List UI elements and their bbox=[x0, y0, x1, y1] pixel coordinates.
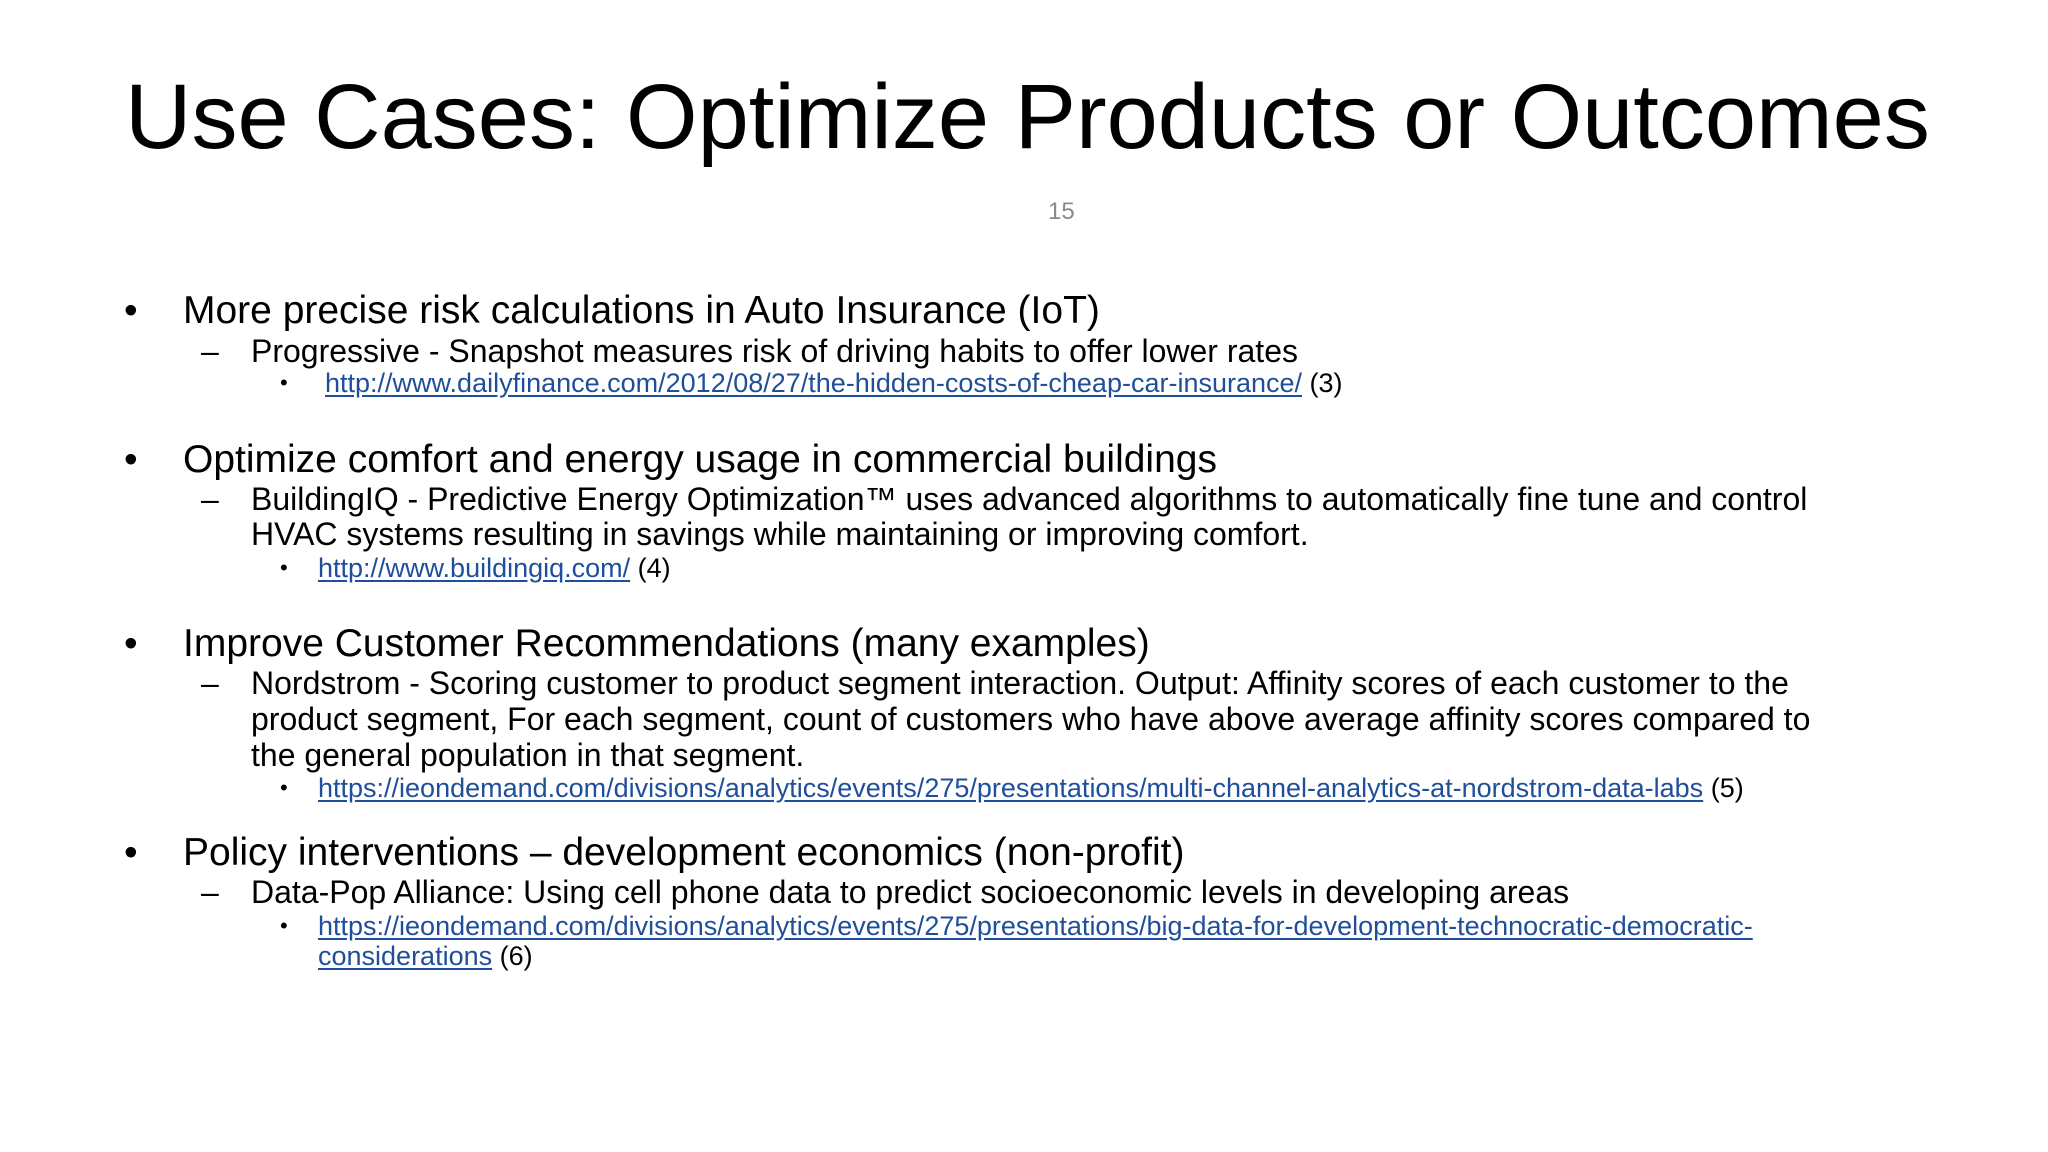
sub-point-buildingiq-line-2: HVAC systems resulting in savings while maintaining or improving comfort. bbox=[251, 516, 1309, 552]
reference-number: (4) bbox=[637, 553, 671, 583]
link-big-data-development-part-1[interactable]: https://ieondemand.com/divisions/analytics/events/275/presentations/big-data-for-development-technocratic-democratic- bbox=[318, 911, 1753, 941]
link-big-data-development-part-2[interactable]: considerations bbox=[318, 941, 493, 971]
reference-number: (6) bbox=[499, 941, 533, 971]
reference-line-5 bbox=[318, 772, 1744, 804]
sub-bullet-marker: • bbox=[280, 775, 288, 800]
section-heading-auto-insurance: More precise risk calculations in Auto Insurance (IoT) bbox=[183, 289, 1100, 332]
link-dailyfinance[interactable]: http://www.dailyfinance.com/2012/08/27/the-hidden-costs-of-cheap-car-insurance/ bbox=[325, 368, 1303, 398]
section-heading-commercial-buildings: Optimize comfort and energy usage in commercial buildings bbox=[183, 438, 1217, 481]
bullet-marker: • bbox=[124, 831, 138, 874]
sub-point-progressive: Progressive - Snapshot measures risk of driving habits to offer lower rates bbox=[251, 333, 1298, 369]
dash-marker: – bbox=[201, 874, 219, 910]
sub-point-nordstrom-line-1: Nordstrom - Scoring customer to product segment interaction. Output: Affinity scores of each customer to the bbox=[251, 665, 1789, 701]
sub-point-buildingiq-line-1: BuildingIQ - Predictive Energy Optimization™ uses advanced algorithms to automatically fine tune and control bbox=[251, 481, 1808, 517]
bullet-marker: • bbox=[124, 622, 138, 665]
bullet-marker: • bbox=[124, 438, 138, 481]
dash-marker: – bbox=[201, 665, 219, 701]
sub-bullet-marker: • bbox=[280, 370, 288, 395]
bullet-marker: • bbox=[124, 289, 138, 332]
sub-point-data-pop-alliance: Data-Pop Alliance: Using cell phone data to predict socioeconomic levels in developing areas bbox=[251, 874, 1570, 910]
link-buildingiq[interactable]: http://www.buildingiq.com/ bbox=[318, 553, 631, 583]
reference-line-3 bbox=[325, 367, 1343, 399]
dash-marker: – bbox=[201, 481, 219, 517]
reference-number: (3) bbox=[1309, 368, 1343, 398]
sub-point-nordstrom-line-3: the general population in that segment. bbox=[251, 737, 805, 773]
sub-point-nordstrom-line-2: product segment, For each segment, count of customers who have above average affinity scores compared to bbox=[251, 701, 1811, 737]
sub-bullet-marker: • bbox=[280, 555, 288, 580]
section-heading-customer-recommendations: Improve Customer Recommendations (many examples) bbox=[183, 622, 1150, 665]
section-heading-policy-interventions: Policy interventions – development economics (non-profit) bbox=[183, 831, 1185, 874]
link-nordstrom-presentation[interactable]: https://ieondemand.com/divisions/analytics/events/275/presentations/multi-channel-analytics-at-nordstrom-data-labs bbox=[318, 773, 1704, 803]
page-number: 15 bbox=[1048, 198, 1075, 225]
reference-line-6b bbox=[318, 940, 533, 972]
reference-line-6a bbox=[318, 910, 1753, 942]
reference-number: (5) bbox=[1710, 773, 1744, 803]
sub-bullet-marker: • bbox=[280, 913, 288, 938]
reference-line-4 bbox=[318, 552, 671, 584]
dash-marker: – bbox=[201, 333, 219, 369]
slide-title: Use Cases: Optimize Products or Outcomes bbox=[125, 66, 1930, 168]
